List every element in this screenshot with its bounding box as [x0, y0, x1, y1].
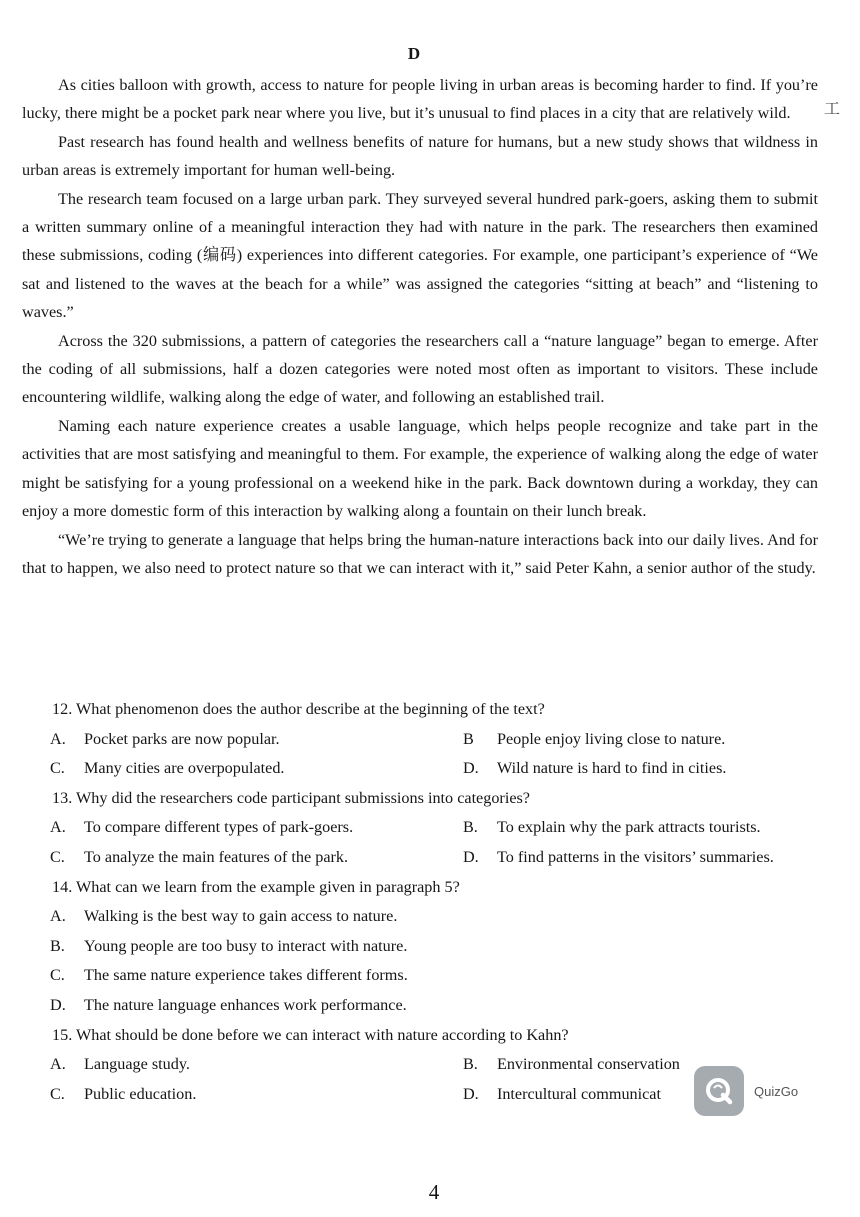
option-a[interactable] — [50, 725, 463, 755]
option-letter: A. — [50, 1055, 66, 1074]
paragraph-4: Across the 320 submissions, a pattern of categories the researchers call a “nature language” began to emerge. After the coding of all submissions, half a dozen categories were noted most often as important to visitors. These include encountering wildlife, walking along the edge of water, and following an established trail. — [22, 331, 818, 407]
option-text: To compare different types of park-goers. — [84, 818, 354, 837]
option-letter: C. — [50, 847, 65, 866]
question-list — [22, 695, 822, 1109]
option-b[interactable] — [463, 813, 822, 843]
option-letter: D. — [462, 1084, 479, 1103]
option-b[interactable] — [22, 932, 822, 962]
option-letter: A. — [50, 818, 66, 837]
quizgo-logo-icon — [694, 1066, 744, 1116]
option-letter: D. — [462, 759, 479, 778]
question-stem: 13. Why did the researchers code participant submissions into categories? — [52, 788, 530, 807]
option-text: To explain why the park attracts tourists. — [496, 818, 761, 837]
watermark-text: QuizGo — [754, 1083, 799, 1099]
question-13 — [22, 784, 822, 873]
option-text: Young people are too busy to interact with nature. — [84, 936, 408, 955]
option-text: To analyze the main features of the park. — [84, 847, 349, 866]
paragraph-3: The research team focused on a large urban park. They surveyed several hundred park-goers, asking them to submit a written summary online of a meaningful interaction they had with nature in the park. The researchers then examined these submissions, coding (编码) experiences into different categories. For example, one participant’s experience of “We sat and listened to the waves at the beach for a while” was assigned the categories “sitting at beach” and “listening to waves.” — [22, 189, 818, 322]
paragraph-1: As cities balloon with growth, access to nature for people living in urban areas is becoming harder to find. If you’re lucky, there might be a pocket park near where you live, but it’s unusual to find places in a city that are relatively wild. — [22, 76, 818, 123]
option-text: Wild nature is hard to find in cities. — [496, 759, 727, 778]
quizgo-watermark — [694, 1066, 798, 1116]
option-text: Intercultural communicat — [496, 1084, 661, 1103]
question-stem: 14. What can we learn from the example given in paragraph 5? — [52, 877, 460, 896]
option-c[interactable] — [22, 961, 822, 991]
option-c[interactable] — [50, 843, 463, 873]
option-text: Public education. — [84, 1084, 197, 1103]
option-letter: D. — [50, 995, 66, 1014]
option-text: Pocket parks are now popular. — [84, 729, 280, 748]
paragraph-6: “We’re trying to generate a language that helps bring the human-nature interactions back into our daily lives. And for that to happen, we also need to protect nature so that we can interact with it,” said Peter Kahn, a senior author of the study. — [22, 530, 818, 577]
option-text: People enjoy living close to nature. — [496, 729, 726, 748]
section-letter: D — [407, 44, 421, 63]
question-stem: 15. What should be done before we can interact with nature according to Kahn? — [52, 1025, 569, 1044]
option-text: The same nature experience takes different forms. — [84, 966, 408, 985]
option-letter: C. — [50, 1084, 65, 1103]
question-14 — [22, 873, 822, 1021]
option-d[interactable] — [463, 754, 822, 784]
option-text: Environmental conservation — [496, 1055, 680, 1074]
question-12 — [22, 695, 822, 784]
option-text: To find patterns in the visitors’ summaries. — [496, 847, 774, 866]
question-stem: 12. What phenomenon does the author describe at the beginning of the text? — [52, 700, 545, 718]
option-letter: B — [462, 729, 474, 748]
paragraph-2: Past research has found health and wellness benefits of nature for humans, but a new study shows that wildness in urban areas is extremely important for human well-being. — [22, 132, 818, 180]
option-a[interactable] — [50, 1050, 463, 1080]
option-text: The nature language enhances work performance. — [84, 995, 407, 1014]
option-letter: A. — [50, 907, 66, 926]
option-text: Many cities are overpopulated. — [84, 759, 285, 778]
option-d[interactable] — [463, 843, 822, 873]
option-letter: C. — [50, 759, 65, 778]
option-text: Walking is the best way to gain access to nature. — [84, 907, 398, 926]
option-c[interactable] — [50, 754, 463, 784]
option-a[interactable] — [50, 813, 463, 843]
option-letter: D. — [462, 847, 479, 866]
option-letter: C. — [50, 966, 65, 985]
option-letter: B. — [462, 818, 478, 837]
page-number: 4 — [428, 1180, 440, 1204]
option-b[interactable] — [463, 725, 822, 755]
option-letter: A. — [50, 729, 66, 748]
option-text: Language study. — [84, 1055, 190, 1074]
paragraph-5: Naming each nature experience creates a usable language, which helps people recognize and take part in the activities that are most satisfying and meaningful to them. For example, the experience of walking along the edge of water might be satisfying for a young professional on a weekend hike in the park. Back downtown during a workday, they can enjoy a more domestic form of this interaction by walking along a fountain on their lunch break. — [22, 416, 818, 521]
option-d[interactable] — [22, 991, 822, 1021]
margin-mark: 工 — [824, 101, 841, 118]
option-a[interactable] — [22, 902, 822, 932]
option-letter: B. — [50, 936, 65, 955]
reading-passage — [22, 71, 818, 582]
option-c[interactable] — [50, 1080, 463, 1110]
option-letter: B. — [462, 1055, 478, 1074]
